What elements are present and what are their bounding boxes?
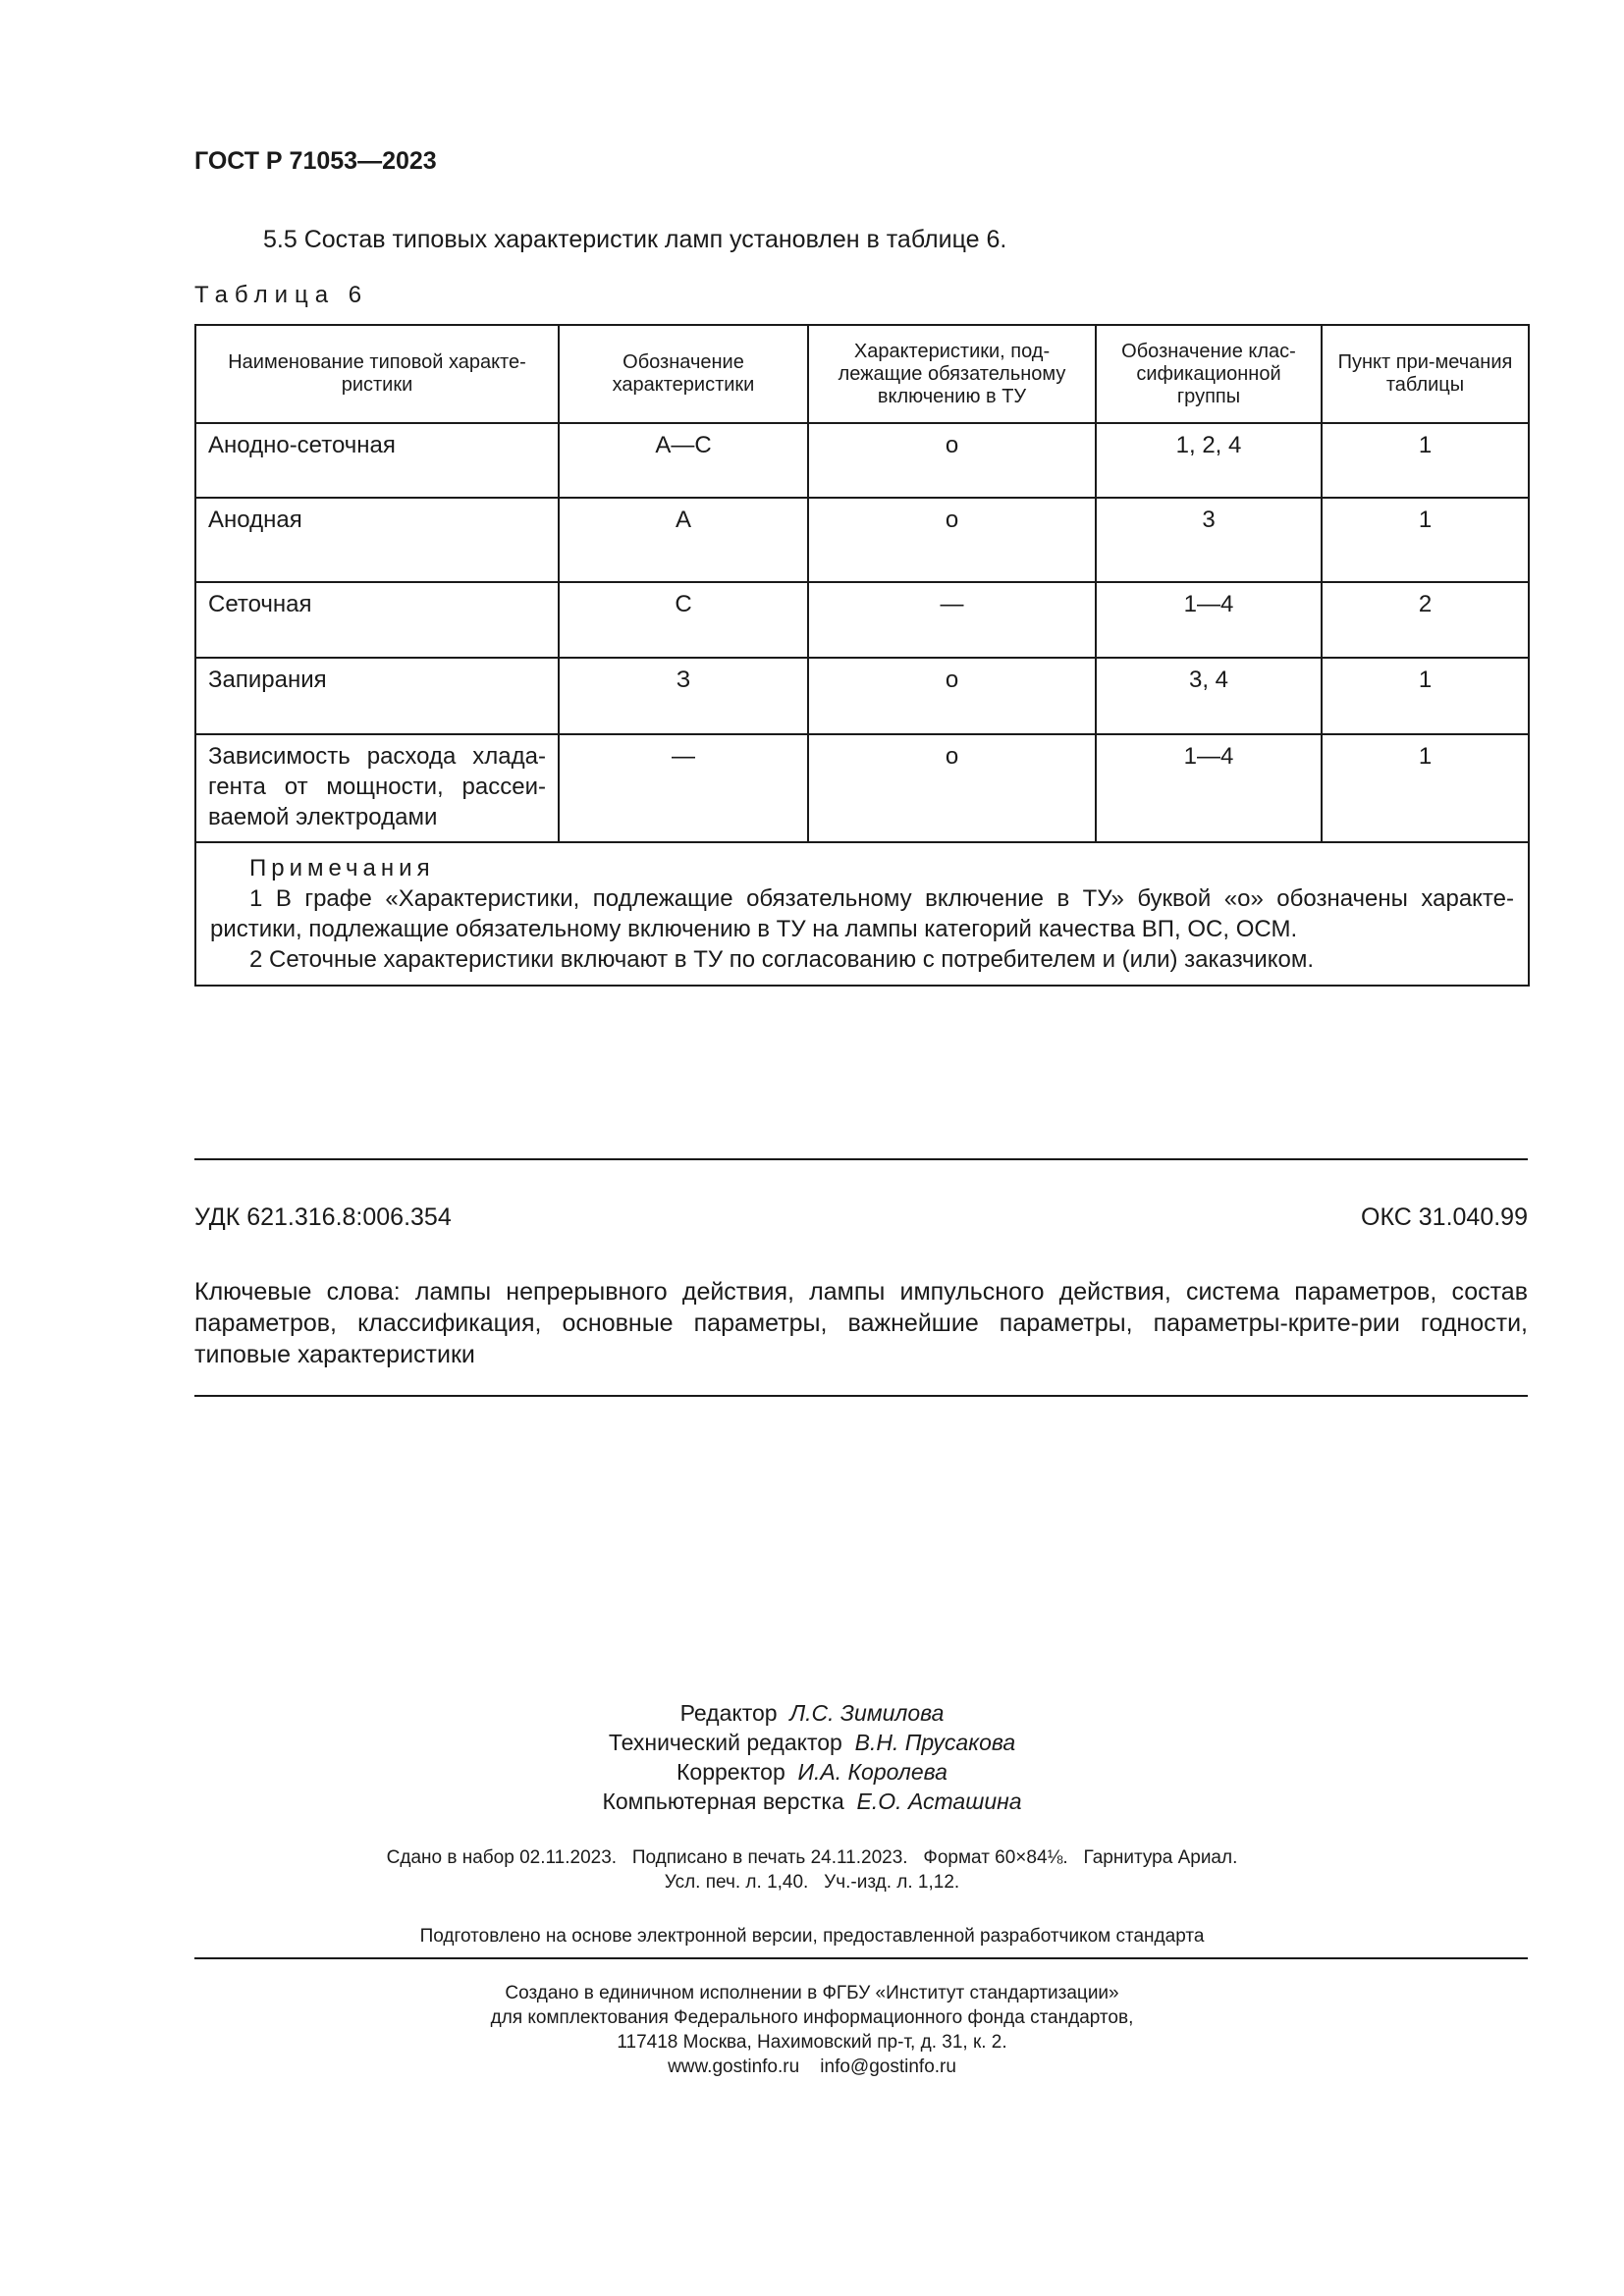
credit-role: Редактор xyxy=(679,1700,778,1726)
udk-code: УДК 621.316.8:006.354 xyxy=(194,1203,452,1231)
print-info-line-1: Сдано в набор 02.11.2023. Подписано в печать 24.11.2023. Формат 60×84⅛. Гарнитура Ариал. xyxy=(386,1847,1238,1868)
credit-tech-editor xyxy=(0,1728,1624,1757)
cell-designation: А—С xyxy=(559,423,808,498)
header-cell-name: Наименование типовой характе-ристики xyxy=(195,325,559,423)
cell-note-ref: 1 xyxy=(1322,423,1529,498)
cell-name: Запирания xyxy=(195,658,559,734)
cell-group: 3 xyxy=(1096,498,1322,582)
cell-designation: С xyxy=(559,582,808,658)
cell-note-ref: 2 xyxy=(1322,582,1529,658)
standard-id: ГОСТ Р 71053—2023 xyxy=(194,147,437,175)
divider-bottom xyxy=(194,1957,1528,1959)
credit-role: Технический редактор xyxy=(608,1730,842,1755)
table-row xyxy=(195,498,1529,582)
credit-person: И.А. Королева xyxy=(797,1759,947,1785)
cell-mandatory: о xyxy=(808,498,1096,582)
table-caption: Таблица 6 xyxy=(194,282,369,308)
cell-note-ref: 1 xyxy=(1322,498,1529,582)
credit-person: Л.С. Зимилова xyxy=(789,1700,945,1726)
table-notes-row xyxy=(195,842,1529,986)
cell-name: Зависимость расхода хлада-гента от мощности, рассеи-ваемой электродами xyxy=(195,734,559,842)
cell-mandatory: о xyxy=(808,658,1096,734)
credit-proofreader xyxy=(0,1757,1624,1787)
credits-block xyxy=(0,1698,1624,1816)
credit-person: Е.О. Асташина xyxy=(856,1789,1022,1814)
header-cell-note-ref: Пункт при-мечания таблицы xyxy=(1322,325,1529,423)
header-cell-designation: Обозначение характеристики xyxy=(559,325,808,423)
oks-code: ОКС 31.040.99 xyxy=(1361,1203,1528,1231)
note-1: 1 В графе «Характеристики, подлежащие обязательному включение в ТУ» буквой «о» обозначены характе-ристики, подлежащие обязательному включению в ТУ на лампы категорий качества ВП, ОС, ОСМ. xyxy=(210,885,1514,942)
table-row xyxy=(195,582,1529,658)
prepared-note: Подготовлено на основе электронной версии, предоставленной разработчиком стандарта xyxy=(419,1926,1205,1947)
table-header-row xyxy=(195,325,1529,423)
cell-name: Сеточная xyxy=(195,582,559,658)
keywords: Ключевые слова: лампы непрерывного действия, лампы импульсного действия, система параметров, состав параметров, классификация, основные параметры, важнейшие параметры, параметры-крите-рии годности, типовые характеристики xyxy=(194,1278,1528,1368)
cell-mandatory: о xyxy=(808,423,1096,498)
table-notes xyxy=(195,842,1529,986)
credit-editor xyxy=(0,1698,1624,1728)
cell-mandatory: — xyxy=(808,582,1096,658)
table-row xyxy=(195,734,1529,842)
created-line-2: для комплектования Федерального информационного фонда стандартов, xyxy=(490,2007,1134,2028)
credit-role: Корректор xyxy=(677,1759,785,1785)
cell-note-ref: 1 xyxy=(1322,658,1529,734)
cell-designation: З xyxy=(559,658,808,734)
cell-designation: — xyxy=(559,734,808,842)
cell-group: 1—4 xyxy=(1096,582,1322,658)
print-info xyxy=(0,1845,1624,1895)
cell-mandatory: о xyxy=(808,734,1096,842)
created-line-3: 117418 Москва, Нахимовский пр-т, д. 31, к. 2. xyxy=(617,2032,1007,2053)
cell-group: 1, 2, 4 xyxy=(1096,423,1322,498)
created-block xyxy=(0,1981,1624,2079)
created-line-4: www.gostinfo.ru info@gostinfo.ru xyxy=(668,2056,956,2077)
cell-name: Анодная xyxy=(195,498,559,582)
note-2: 2 Сеточные характеристики включают в ТУ по согласованию с потребителем и (или) заказчиком. xyxy=(249,946,1315,973)
credit-person: В.Н. Прусакова xyxy=(854,1730,1016,1755)
header-cell-group: Обозначение клас-сификационной группы xyxy=(1096,325,1322,423)
cell-name: Анодно-сеточная xyxy=(195,423,559,498)
notes-title: Примечания xyxy=(249,855,435,881)
credit-role: Компьютерная верстка xyxy=(602,1789,844,1814)
intro-paragraph: 5.5 Состав типовых характеристик ламп установлен в таблице 6. xyxy=(263,226,1007,253)
table-row xyxy=(195,423,1529,498)
credit-layout xyxy=(0,1787,1624,1816)
cell-group: 1—4 xyxy=(1096,734,1322,842)
cell-note-ref: 1 xyxy=(1322,734,1529,842)
cell-designation: А xyxy=(559,498,808,582)
created-line-1: Создано в единичном исполнении в ФГБУ «Институт стандартизации» xyxy=(505,1983,1119,2003)
divider-keywords xyxy=(194,1395,1528,1397)
header-cell-mandatory: Характеристики, под-лежащие обязательному включению в ТУ xyxy=(808,325,1096,423)
print-info-line-2: Усл. печ. л. 1,40. Уч.-изд. л. 1,12. xyxy=(664,1872,960,1893)
cell-group: 3, 4 xyxy=(1096,658,1322,734)
table-row xyxy=(195,658,1529,734)
characteristics-table xyxy=(194,324,1530,987)
divider-top xyxy=(194,1158,1528,1160)
